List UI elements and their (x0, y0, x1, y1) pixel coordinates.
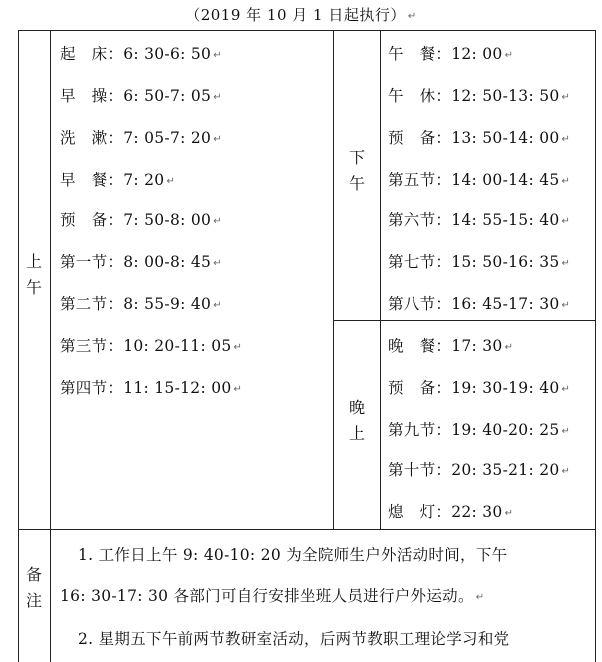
list-item: 午 休：12: 50-13: 50 ↵ (388, 87, 571, 105)
list-item: 早 餐：7: 20 ↵ (60, 171, 176, 189)
list-item: 预 备：13: 50-14: 00 ↵ (388, 129, 571, 147)
notes-label-char: 备 (25, 565, 42, 584)
afternoon-label-char: 下 (348, 148, 365, 167)
center-divider (333, 30, 334, 530)
note-line: 16: 30-17: 30 各部门可自行安排坐班人员进行户外运动。 ↵ (60, 587, 485, 605)
morning-label-char: 上 (25, 252, 42, 271)
evening-label-char: 上 (348, 424, 365, 443)
list-item: 预 备：19: 30-19: 40 ↵ (388, 379, 571, 397)
morning-label (14, 249, 54, 301)
table-border-right (595, 30, 596, 662)
list-item: 预 备：7: 50-8: 00 ↵ (60, 211, 222, 229)
note-line: 2. 星期五下午前两节教研室活动，后两节教职工理论学习和党 (78, 630, 510, 648)
list-item: 第十节：20: 35-21: 20 ↵ (388, 461, 571, 479)
list-item: 午 餐：12: 00 ↵ (388, 45, 514, 63)
evening-label (337, 395, 377, 447)
list-item: 第五节：14: 00-14: 45 ↵ (388, 171, 571, 189)
notes-label-char: 注 (25, 591, 42, 610)
list-item: 晚 餐：17: 30 ↵ (388, 337, 514, 355)
note-line: 1. 工作日上午 9: 40-10: 20 为全院师生户外活动时间，下午 (78, 546, 508, 564)
list-item: 起 床：6: 30-6: 50 ↵ (60, 45, 222, 63)
morning-label-char: 午 (25, 278, 42, 297)
notes-top-border (18, 529, 596, 530)
list-item: 洗 漱：7: 05-7: 20 ↵ (60, 129, 222, 147)
list-item: 第一节：8: 00-8: 45 ↵ (60, 253, 222, 271)
afternoon-label (337, 145, 377, 197)
list-item: 早 操：6: 50-7: 05 ↵ (60, 87, 222, 105)
list-item: 第四节：11: 15-12: 00 ↵ (60, 379, 243, 397)
notes-label (14, 562, 54, 614)
list-item: 第八节：16: 45-17: 30 ↵ (388, 295, 571, 313)
list-item: 第七节：15: 50-16: 35 ↵ (388, 253, 571, 271)
list-item: 熄 灯：22: 30 ↵ (388, 503, 514, 521)
evening-label-char: 晚 (348, 398, 365, 417)
list-item: 第二节：8: 55-9: 40 ↵ (60, 295, 222, 313)
afternoon-label-char: 午 (348, 174, 365, 193)
list-item: 第三节：10: 20-11: 05 ↵ (60, 337, 243, 355)
schedule-caption: （2019 年 10 月 1 日起执行） ↵ (185, 6, 417, 24)
table-border-top (18, 30, 596, 31)
list-item: 第九节：19: 40-20: 25 ↵ (388, 421, 571, 439)
afternoon-label-divider (380, 30, 381, 530)
afternoon-evening-divider (333, 320, 596, 321)
list-item: 第六节：14: 55-15: 40 ↵ (388, 211, 571, 229)
